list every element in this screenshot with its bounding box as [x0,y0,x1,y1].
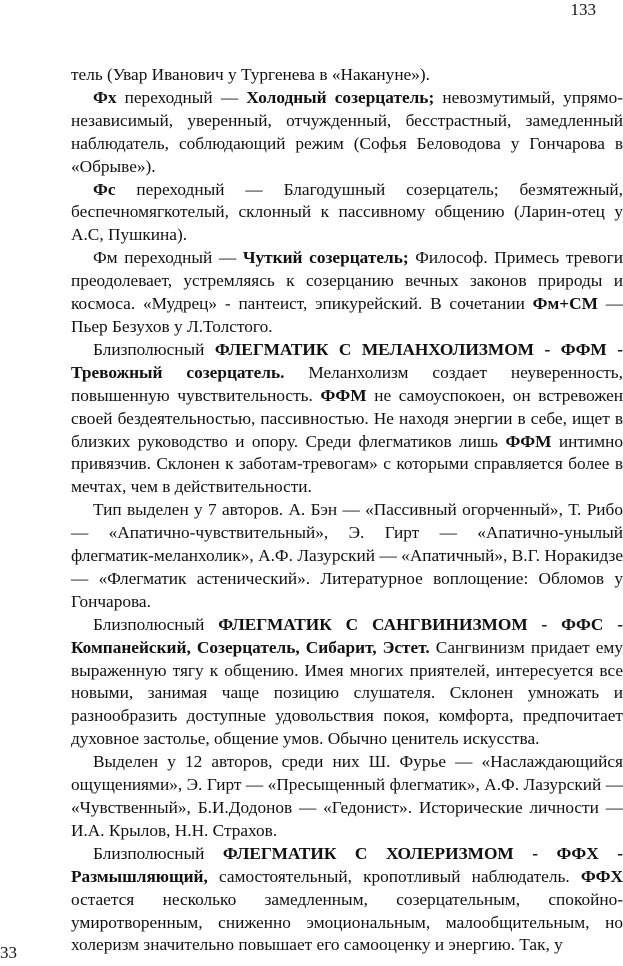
paragraph [71,614,623,751]
paragraph [71,179,623,248]
text-run: Тип выделен у 7 авторов. А. Бэн — «Пассивный огорченный», Т. Рибо — «Апатично-чувствительный», Э. Гирт — «Апатично-унылый флегматик-меланхолик», А.Ф. Лазурский — «Апатичный», В.Г. Норакидзе — «Флегматик астенический». Литературное воплощение: Обломов у Гончарова. [71,500,623,611]
bottom-page-number: 33 [0,943,17,962]
text-run: Близполюсный [93,843,223,863]
paragraph [71,751,623,843]
paragraph [71,247,623,339]
text-run: Фм переходный — [93,248,243,268]
bold-text-run: Холодный созерцатель; [246,87,435,107]
bold-text-run: ФЛЕГМАТИК С ХОЛЕРИЗМОМ - ФФХ - Размышляющий, [71,843,623,886]
bold-text-run: Фх [93,87,117,107]
bold-text-run: ФФМ [505,431,552,451]
bold-text-run: Чуткий созерцатель; [242,248,409,268]
text-run: Выделен у 12 авторов, среди них Ш. Фурье — «Наслаждающийся ощущениями», Э. Гирт — «Пресыщенный флегматик», А.Ф. Лазурский — «Чувственный», Б.И.Додонов — «Гедонист». Исторические личности — И.А. Крылов, Н.Н. Страхов. [71,752,623,840]
bold-text-run: ФФХ [580,866,623,886]
paragraph [71,87,623,179]
text-run: невозмутимый, упрямо-независимый, уверенный, отчужденный, бесстрастный, замедленный наблюдатель, соблюдающий режим (Софья Беловодова у Гончарова в «Обрыве»). [71,87,623,176]
paragraph [71,843,623,958]
text-run: тель (Увар Иванович у Тургенева в «Накануне»). [71,65,430,84]
bold-text-run: Фм+СМ [532,294,598,314]
text-run: Близполюсный [93,614,219,634]
paragraph [71,339,623,499]
text-run: — Пьер Безухов у Л.Толстого. [71,294,623,336]
text-run: Близполюсный [93,339,215,359]
bold-text-run: ФЛЕГМАТИК С САНГВИНИЗМОМ - ФФС - Компанейский, Созерцатель, Сибарит, Эстет. [71,614,623,657]
text-run: Философ. Примесь тревоги преодолевает, устремляясь к созерцанию вечных законов природы и космоса. «Мудрец» - пантеист, эпикурейский. В сочетании [71,248,623,314]
text-run: переходный — Благодушный созерцатель; безмятежный, беспечномягкотелый, склонный к пассивному общению (Ларин-отец у А.С, Пушкина). [71,179,623,245]
bold-text-run: ФЛЕГМАТИК С МЕЛАНХОЛИЗМОМ - ФФМ - Тревожный созерцатель. [71,339,623,382]
text-run: переходный — [116,87,247,107]
text-run: Меланхолизм создает неуверенность, повышенную чувствительность. [71,362,623,405]
text-run: самостоятельный, кропотливый наблюдатель. [207,866,581,886]
text-run: интимно привязчив. Склонен к заботам-тревогам» с которыми справляется более в мечтах, чем в действительности. [71,431,623,497]
text-run: Сангвинизм придает ему выраженную тягу к общению. Имея многих приятелей, интересуется все новыми, занимая чаще позицию слушателя. Склонен умножать и разнообразить доступные удовольствия покоя, комфорта, предпочитает духовное застолье, общение умов. Обычно ценитель искусства. [71,637,623,749]
body-text [71,64,623,957]
page-number: 133 [570,0,596,19]
paragraph [71,64,623,87]
paragraph [71,499,623,614]
text-run: остается несколько замедленным, созерцательным, спокойно-умиротворенным, сниженно эмоциональным, малообщительным, но холеризм значительно повышает его самооценку и энергию. Так, у [71,889,623,955]
bold-text-run: Фс [93,179,116,199]
bold-text-run: ФФМ [320,385,367,405]
text-run: не самоуспокоен, он встревожен своей бездеятельностью, пассивностью. Не находя энергии в себе, ищет в близких руководство и опору. Среди флегматиков лишь [71,385,623,451]
